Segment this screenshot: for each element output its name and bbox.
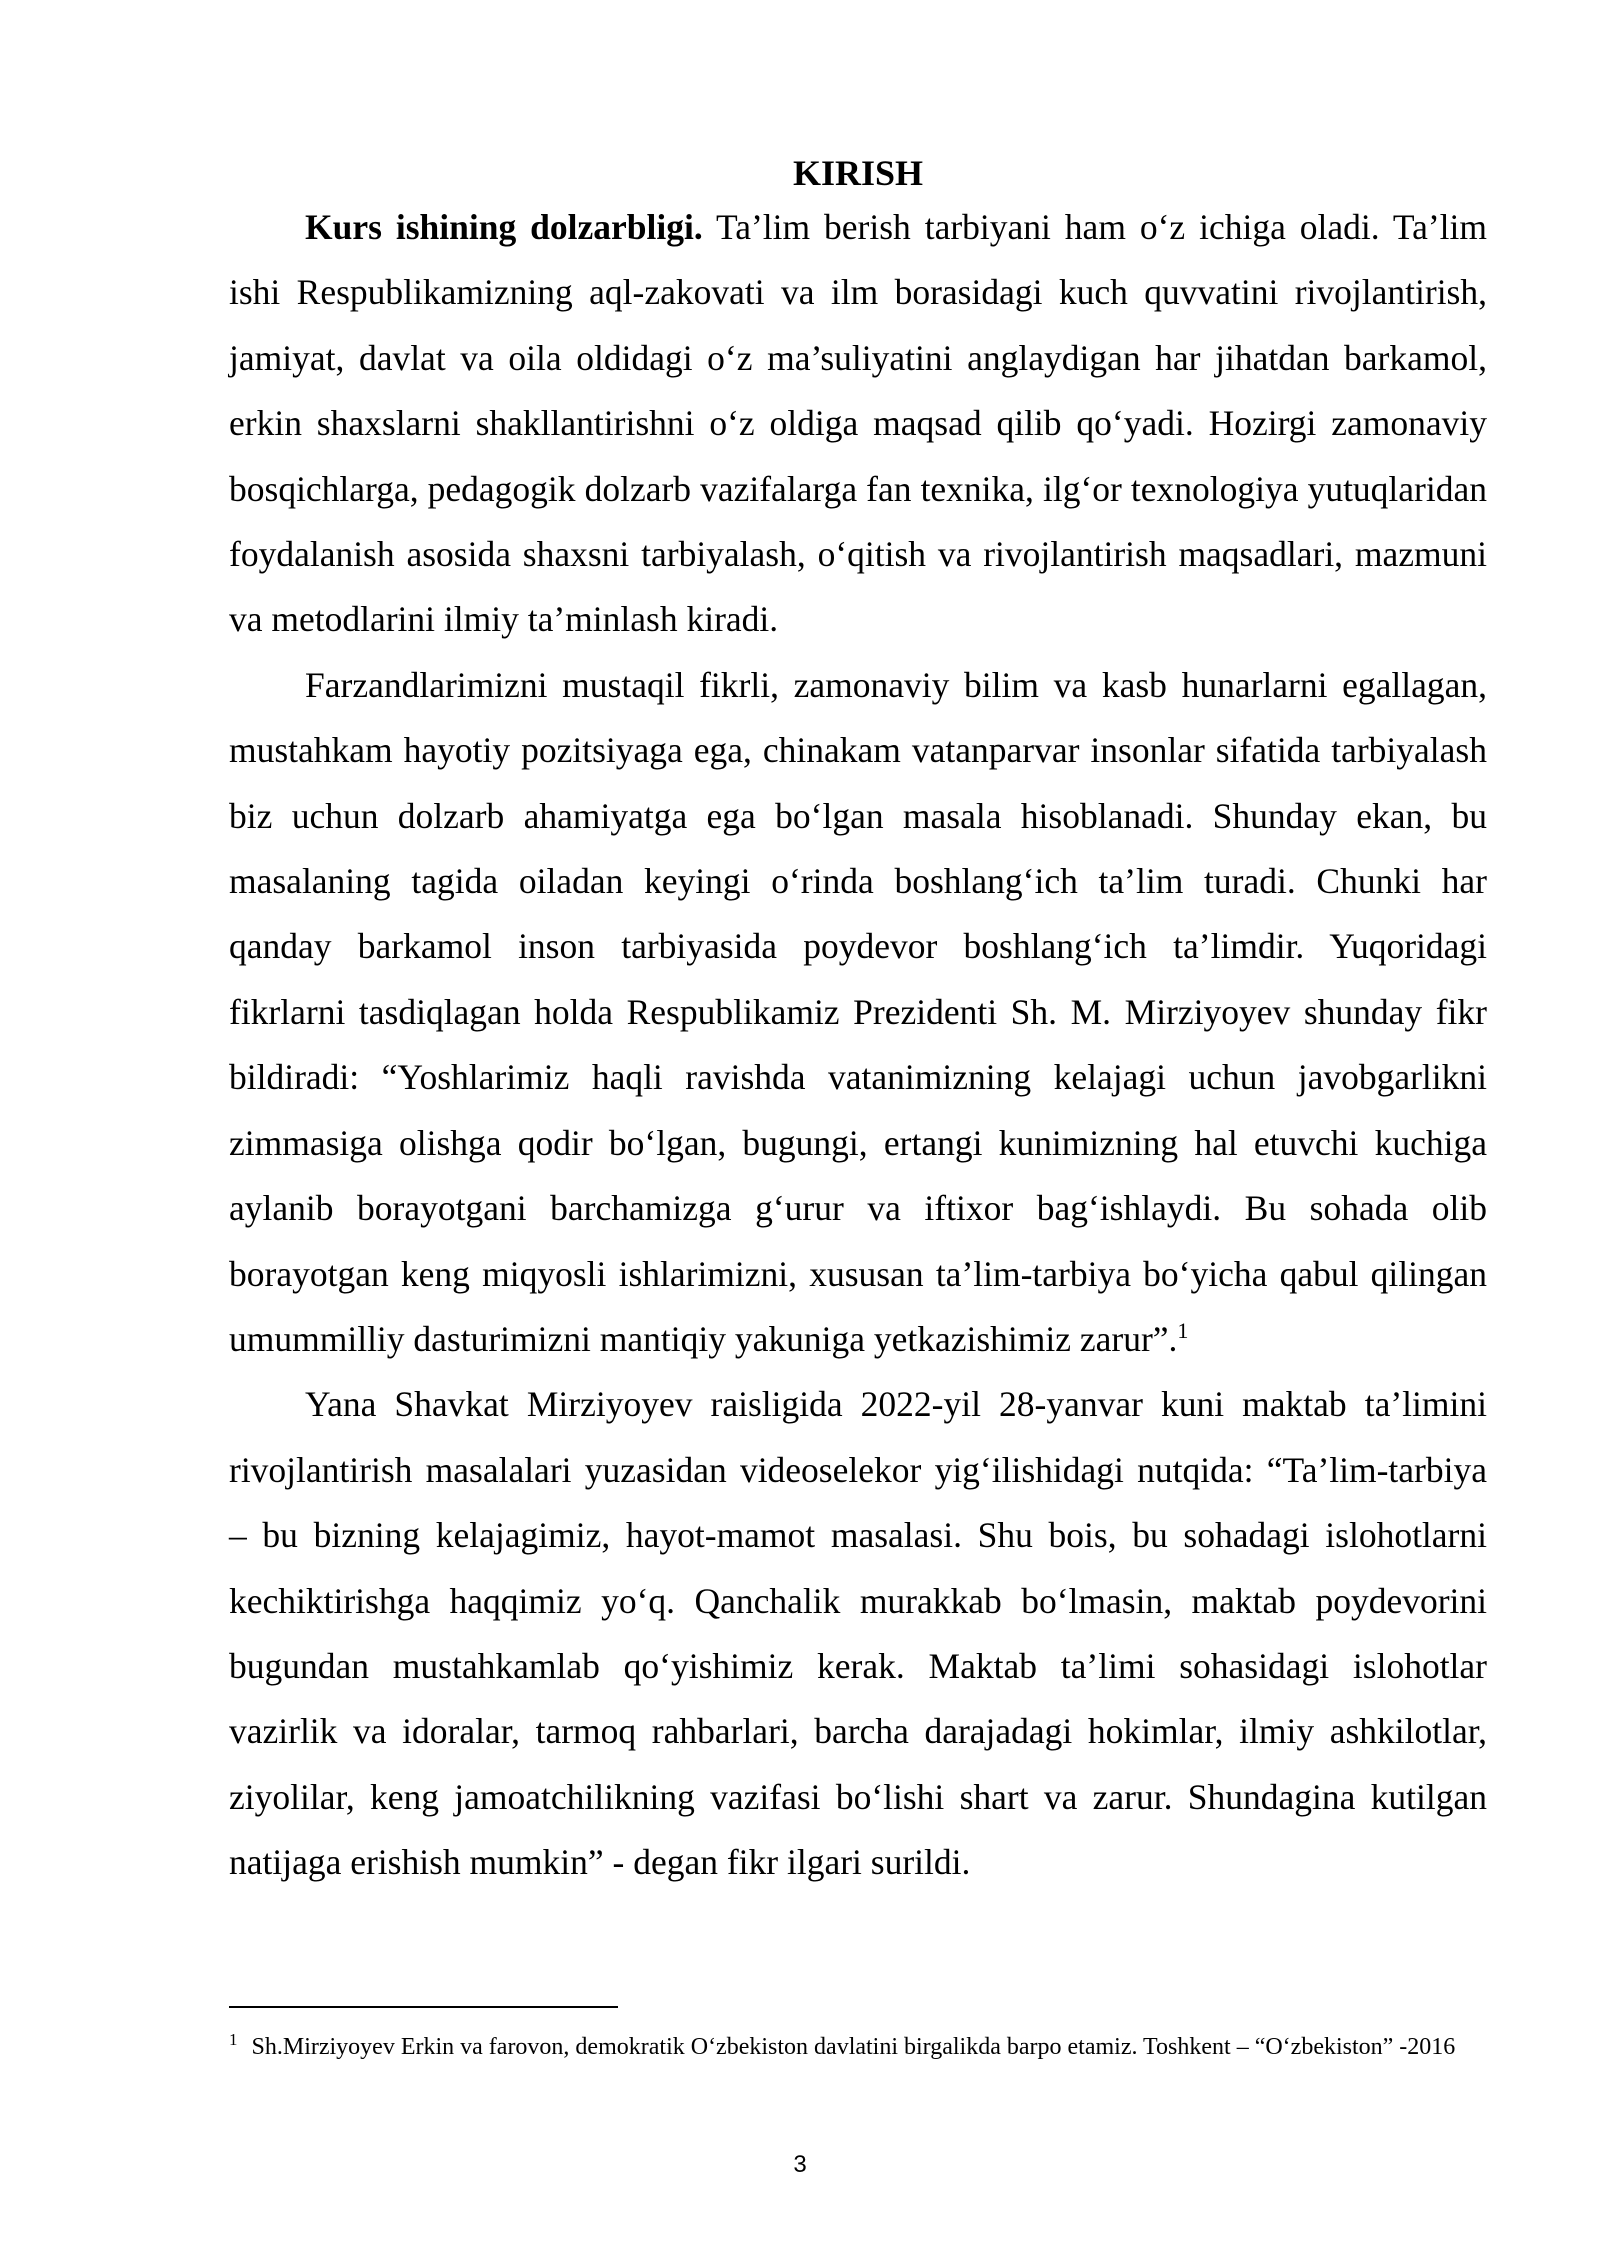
paragraph-text: Farzandlarimizni mustaqil fikrli, zamonaviy bilim va kasb hunarlarni egallagan, mustahkam hayotiy pozitsiyaga ega, chinakam vatanparvar insonlar sifatida tarbiyalash biz uchun dolzarb ahamiyatga ega bo‘lgan masala hisoblanadi. Shunday ekan, bu masalaning tagida oiladan keyingi o‘rinda boshlang‘ich ta’lim turadi. Chunki har qanday barkamol inson tarbiyasida poydevor boshlang‘ich ta’limdir. Yuqoridagi fikrlarni tasdiqlagan holda Respublikamiz Prezidenti Sh. M. Mirziyoyev shunday fikr bildiradi: “Yoshlarimiz haqli ravishda vatanimizning kelajagi uchun javobgarlikni zimmasiga olishga qodir bo‘lgan, bugungi, ertangi kunimizning hal etuvchi kuchiga aylanib borayotgani barchamizga g‘urur va iftixor bag‘ishlaydi. Bu sohada olib borayotgan keng miqyosli ishlarimizni, xususan ta’lim-tarbiya bo‘yicha qabul qilingan umummilliy dasturimizni mantiqiy yakuniga yetkazishimiz zarur”.	[229, 664, 1487, 1359]
paragraph-text: Ta’lim berish tarbiyani ham o‘z ichiga oladi. Ta’lim ishi Respublikamizning aql-zakovati va ilm borasidagi kuch quvvatini rivojlantirish, jamiyat, davlat va oila oldidagi o‘z ma’suliyatini anglaydigan har jihatdan barkamol, erkin shaxslarni shakllantirishni o‘z oldiga maqsad qilib qo‘yadi. Hozirgi zamonaviy bosqichlarga, pedagogik dolzarb vazifalarga fan texnika, ilg‘or texnologiya yutuqlaridan foydalanish asosida shaxsni tarbiyalash, o‘qitish va rivojlantirish maqsadlari, mazmuni va metodlarini ilmiy ta’minlash kiradi.	[229, 207, 1487, 640]
page-body	[229, 152, 1487, 1896]
footnote-text: Sh.Mirziyoyev Erkin va farovon, demokratik O‘zbekiston davlatini birgalikda barpo etamiz. Toshkent – “O‘zbekiston” -2016	[251, 2034, 1456, 2060]
footnote-reference[interactable]: 1	[1177, 1318, 1189, 1344]
paragraph-meeting	[229, 1372, 1487, 1895]
page-number: 3	[793, 2151, 807, 2178]
paragraph-relevance	[229, 195, 1487, 653]
footnote	[229, 2026, 1487, 2068]
footnote-number: 1	[229, 2030, 238, 2049]
paragraph-lead: Kurs ishining dolzarbligi.	[305, 207, 703, 247]
page-title: KIRISH	[792, 153, 924, 193]
paragraph-upbringing	[229, 653, 1487, 1372]
footnote-separator	[229, 2006, 618, 2008]
paragraph-text: Yana Shavkat Mirziyoyev raisligida 2022-yil 28-yanvar kuni maktab ta’limini rivojlantirish masalalari yuzasidan videoselekor yig‘ilishidagi nutqida: “Ta’lim-tarbiya – bu bizning kelajagimiz, hayot-mamot masalasi. Shu bois, bu sohadagi islohotlarni kechiktirishga haqqimiz yo‘q. Qanchalik murakkab bo‘lmasin, maktab poydevorini bugundan mustahkamlab qo‘yishimiz kerak. Maktab ta’limi sohasidagi islohotlar vazirlik va idoralar, tarmoq rahbarlari, barcha darajadagi hokimlar, ilmiy ashkilotlar, ziyolilar, keng jamoatchilikning vazifasi bo‘lishi shart va zarur. Shundagina kutilgan natijaga erishish mumkin” - degan fikr ilgari surildi.	[229, 1384, 1487, 1883]
